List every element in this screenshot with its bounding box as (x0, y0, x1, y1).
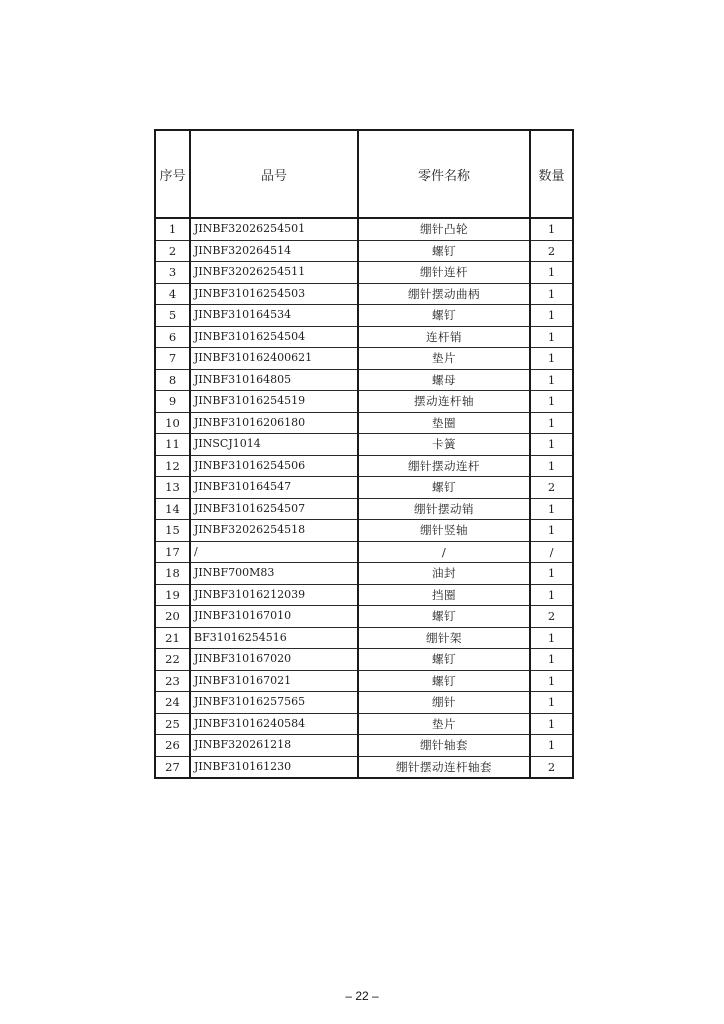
part-no-cell: JINSCJ1014 (190, 434, 358, 456)
part-name-cell: 螺钉 (358, 240, 530, 262)
part-name-cell: 卡簧 (358, 434, 530, 456)
qty-cell: 1 (530, 326, 573, 348)
table-row (155, 412, 573, 434)
qty-cell: 1 (530, 563, 573, 585)
seq-cell: 21 (155, 627, 190, 649)
seq-cell: 27 (155, 756, 190, 778)
part-no-cell: JINBF31016240584 (190, 713, 358, 735)
part-name-cell: 螺钉 (358, 670, 530, 692)
seq-cell: 17 (155, 541, 190, 563)
part-name-cell: 螺钉 (358, 606, 530, 628)
seq-cell: 9 (155, 391, 190, 413)
part-no-cell: JINBF31016257565 (190, 692, 358, 714)
seq-cell: 6 (155, 326, 190, 348)
part-name-cell: 绷针摆动曲柄 (358, 283, 530, 305)
part-name-cell: 挡圈 (358, 584, 530, 606)
qty-cell: 1 (530, 735, 573, 757)
table-row (155, 348, 573, 370)
part-no-cell: JINBF310164534 (190, 305, 358, 327)
table-row (155, 283, 573, 305)
part-no-cell: JINBF310167010 (190, 606, 358, 628)
part-no-cell: BF31016254516 (190, 627, 358, 649)
qty-cell: 2 (530, 606, 573, 628)
part-no-cell: JINBF310167021 (190, 670, 358, 692)
part-name-cell: 绷针连杆 (358, 262, 530, 284)
table-row (155, 627, 573, 649)
part-no-cell: JINBF31016254504 (190, 326, 358, 348)
part-name-cell: 螺钉 (358, 477, 530, 499)
qty-cell: 1 (530, 434, 573, 456)
qty-cell: 1 (530, 670, 573, 692)
table-row (155, 670, 573, 692)
seq-cell: 26 (155, 735, 190, 757)
table-row (155, 713, 573, 735)
part-no-cell: JINBF31016254519 (190, 391, 358, 413)
page-number: – 22 – (345, 989, 379, 1003)
qty-cell: 1 (530, 305, 573, 327)
seq-cell: 20 (155, 606, 190, 628)
qty-cell: 1 (530, 649, 573, 671)
seq-cell: 5 (155, 305, 190, 327)
part-no-cell: JINBF31016254506 (190, 455, 358, 477)
seq-cell: 12 (155, 455, 190, 477)
part-no-cell: JINBF32026254501 (190, 218, 358, 240)
qty-cell: / (530, 541, 573, 563)
table-row (155, 391, 573, 413)
part-no-cell: JINBF310161230 (190, 756, 358, 778)
part-name-cell: 油封 (358, 563, 530, 585)
part-name-cell: 绷针竖轴 (358, 520, 530, 542)
table-row (155, 520, 573, 542)
seq-cell: 23 (155, 670, 190, 692)
part-no-cell: JINBF320261218 (190, 735, 358, 757)
table-row (155, 756, 573, 778)
seq-cell: 1 (155, 218, 190, 240)
seq-cell: 7 (155, 348, 190, 370)
part-name-cell: 螺钉 (358, 649, 530, 671)
part-name-cell: 摆动连杆轴 (358, 391, 530, 413)
part-name-cell: 连杆销 (358, 326, 530, 348)
table-row (155, 477, 573, 499)
part-no-cell: JINBF310164805 (190, 369, 358, 391)
part-no-cell: JINBF310162400621 (190, 348, 358, 370)
table-row (155, 455, 573, 477)
part-no-cell: JINBF700M83 (190, 563, 358, 585)
table-row (155, 262, 573, 284)
qty-cell: 1 (530, 692, 573, 714)
part-no-cell: JINBF32026254518 (190, 520, 358, 542)
seq-cell: 22 (155, 649, 190, 671)
part-name-cell: 垫片 (358, 348, 530, 370)
table-row (155, 434, 573, 456)
header-seq: 序号 (155, 130, 190, 218)
table-row (155, 735, 573, 757)
table-body (155, 218, 573, 778)
seq-cell: 8 (155, 369, 190, 391)
seq-cell: 13 (155, 477, 190, 499)
part-name-cell: 垫圈 (358, 412, 530, 434)
header-qty: 数量 (530, 130, 573, 218)
table-row (155, 305, 573, 327)
qty-cell: 1 (530, 412, 573, 434)
seq-cell: 24 (155, 692, 190, 714)
qty-cell: 1 (530, 283, 573, 305)
table-row (155, 563, 573, 585)
qty-cell: 2 (530, 240, 573, 262)
seq-cell: 15 (155, 520, 190, 542)
header-part-name: 零件名称 (358, 130, 530, 218)
part-name-cell: 绷针 (358, 692, 530, 714)
seq-cell: 19 (155, 584, 190, 606)
qty-cell: 1 (530, 391, 573, 413)
part-name-cell: 绷针摆动连杆轴套 (358, 756, 530, 778)
seq-cell: 25 (155, 713, 190, 735)
part-name-cell: / (358, 541, 530, 563)
part-name-cell: 绷针凸轮 (358, 218, 530, 240)
part-no-cell: JINBF31016254503 (190, 283, 358, 305)
qty-cell: 1 (530, 348, 573, 370)
part-name-cell: 绷针摆动销 (358, 498, 530, 520)
part-no-cell: JINBF31016206180 (190, 412, 358, 434)
part-name-cell: 绷针轴套 (358, 735, 530, 757)
qty-cell: 1 (530, 369, 573, 391)
part-no-cell: JINBF31016254507 (190, 498, 358, 520)
qty-cell: 1 (530, 520, 573, 542)
seq-cell: 10 (155, 412, 190, 434)
qty-cell: 1 (530, 584, 573, 606)
table-row (155, 326, 573, 348)
qty-cell: 1 (530, 262, 573, 284)
part-no-cell: JINBF320264514 (190, 240, 358, 262)
table-row (155, 584, 573, 606)
parts-table (154, 129, 574, 779)
table-row (155, 606, 573, 628)
header-part-no: 品号 (190, 130, 358, 218)
table-row (155, 692, 573, 714)
qty-cell: 2 (530, 477, 573, 499)
table-row (155, 649, 573, 671)
qty-cell: 1 (530, 498, 573, 520)
qty-cell: 2 (530, 756, 573, 778)
part-no-cell: / (190, 541, 358, 563)
seq-cell: 4 (155, 283, 190, 305)
table-row (155, 541, 573, 563)
table-row (155, 498, 573, 520)
part-no-cell: JINBF310167020 (190, 649, 358, 671)
part-name-cell: 绷针摆动连杆 (358, 455, 530, 477)
part-no-cell: JINBF310164547 (190, 477, 358, 499)
table-row (155, 369, 573, 391)
qty-cell: 1 (530, 455, 573, 477)
seq-cell: 3 (155, 262, 190, 284)
part-name-cell: 绷针架 (358, 627, 530, 649)
part-name-cell: 垫片 (358, 713, 530, 735)
seq-cell: 18 (155, 563, 190, 585)
qty-cell: 1 (530, 713, 573, 735)
seq-cell: 14 (155, 498, 190, 520)
part-name-cell: 螺母 (358, 369, 530, 391)
table-row (155, 240, 573, 262)
seq-cell: 11 (155, 434, 190, 456)
qty-cell: 1 (530, 627, 573, 649)
part-no-cell: JINBF31016212039 (190, 584, 358, 606)
table-row (155, 218, 573, 240)
qty-cell: 1 (530, 218, 573, 240)
table-header (155, 130, 573, 218)
seq-cell: 2 (155, 240, 190, 262)
part-name-cell: 螺钉 (358, 305, 530, 327)
part-no-cell: JINBF32026254511 (190, 262, 358, 284)
